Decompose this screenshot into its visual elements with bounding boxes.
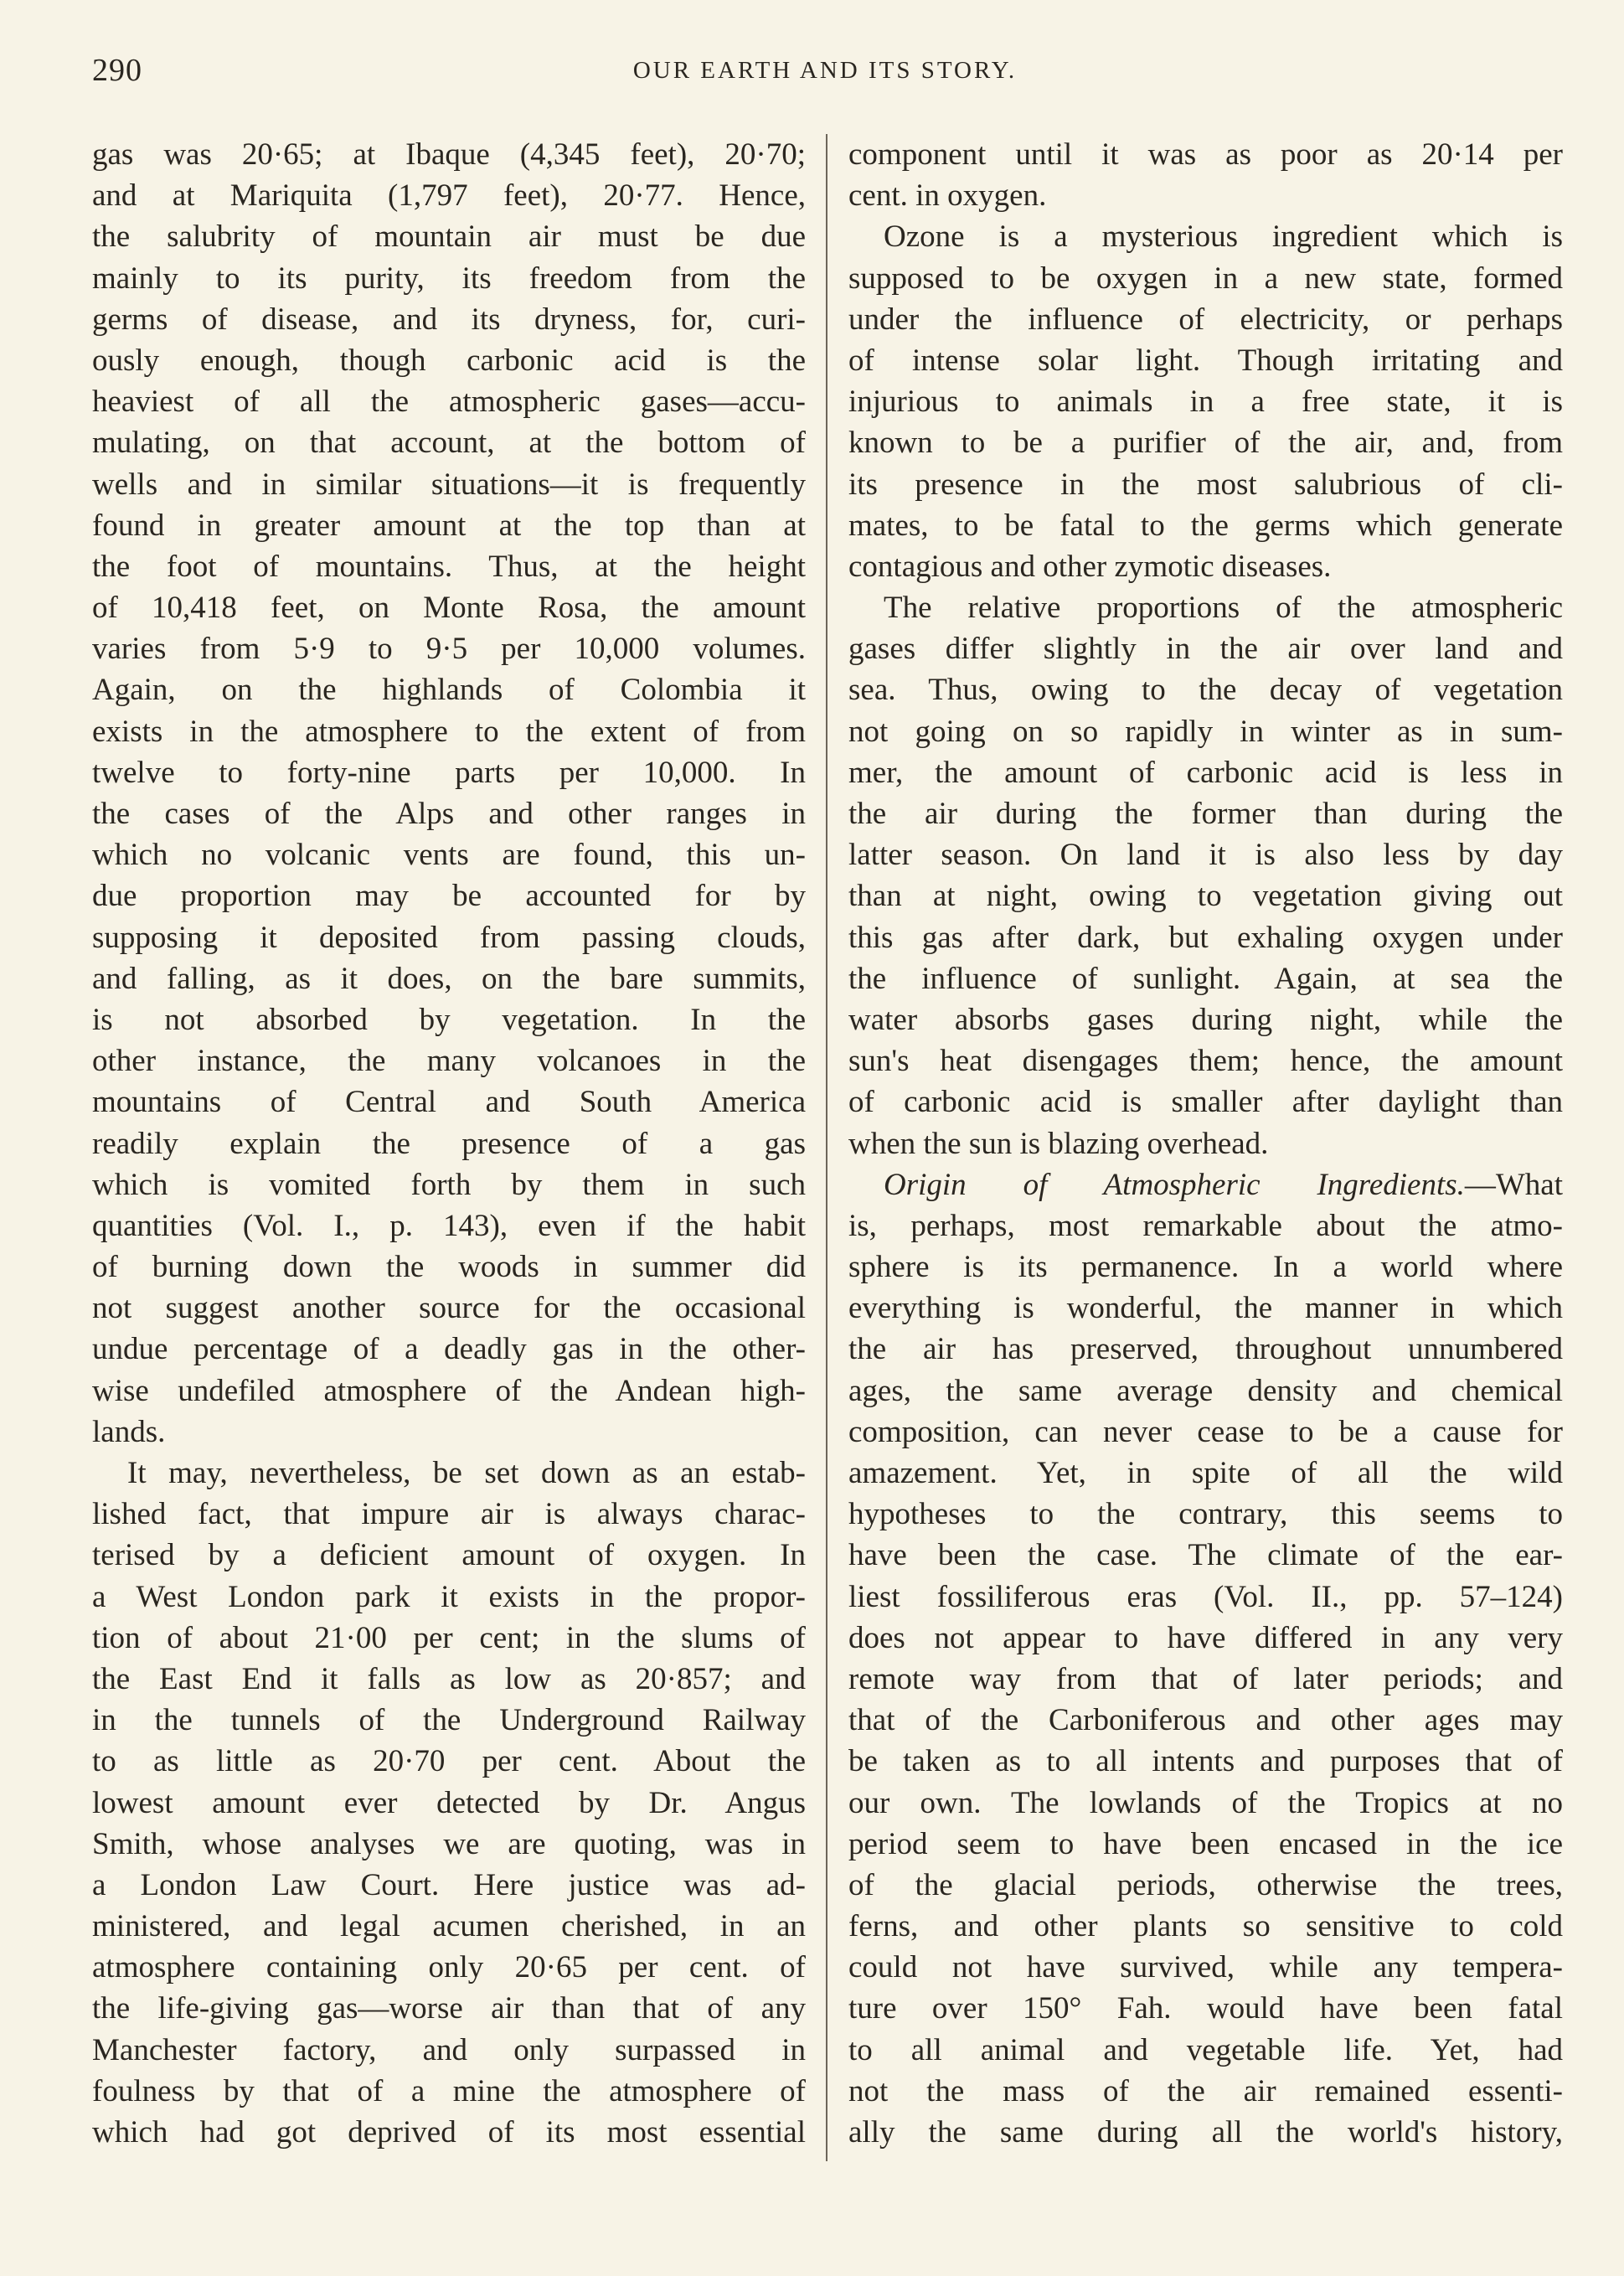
heading-continuation: —What [1464, 1167, 1563, 1202]
text-line: foulness by that of a mine the atmosphere of [92, 2073, 806, 2108]
text-line: gases differ slightly in the air over land and [848, 632, 1563, 667]
text-line: injurious to animals in a free state, it is [848, 384, 1563, 420]
text-line: not going on so rapidly in winter as in sum- [848, 714, 1563, 749]
text-line: in the tunnels of the Underground Railway [92, 1703, 806, 1738]
text-line: ferns, and other plants so sensitive to cold [848, 1909, 1563, 1944]
text-line: than at night, owing to vegetation giving out [848, 879, 1563, 914]
text-line: lished fact, that impure air is always charac- [92, 1497, 806, 1532]
page-number: 290 [92, 53, 142, 88]
text-line: the East End it falls as low as 20·857; and [92, 1661, 806, 1696]
text-line: ally the same during all the world's history, [848, 2115, 1563, 2150]
text-line: liest fossiliferous eras (Vol. II., pp. 57–124) [848, 1579, 1563, 1614]
text-line: could not have survived, while any tempera- [848, 1950, 1563, 1985]
text-line: varies from 5·9 to 9·5 per 10,000 volumes. [92, 632, 806, 667]
text-line: undue percentage of a deadly gas in the other- [92, 1332, 806, 1367]
text-line: found in greater amount at the top than at [92, 508, 806, 543]
text-line: which is vomited forth by them in such [92, 1167, 806, 1202]
text-line: water absorbs gases during night, while the [848, 1002, 1563, 1037]
text-line: this gas after dark, but exhaling oxygen under [848, 920, 1563, 955]
text-line: to as little as 20·70 per cent. About the [92, 1744, 806, 1779]
text-line: known to be a purifier of the air, and, from [848, 426, 1563, 461]
text-line: sun's heat disengages them; hence, the amount [848, 1044, 1563, 1079]
text-line: a West London park it exists in the propor- [92, 1579, 806, 1614]
text-line: the foot of mountains. Thus, at the height [92, 549, 806, 584]
text-line: supposing it deposited from passing clouds, [92, 920, 806, 955]
text-line: heaviest of all the atmospheric gases—accu- [92, 384, 806, 420]
text-line: sea. Thus, owing to the decay of vegetation [848, 673, 1563, 708]
text-line: sphere is its permanence. In a world where [848, 1250, 1563, 1285]
text-line: its presence in the most salubrious of cli- [848, 467, 1563, 502]
text-line: ages, the same average density and chemical [848, 1373, 1563, 1408]
text-line: amazement. Yet, in spite of all the wild [848, 1456, 1563, 1490]
text-line: the influence of sunlight. Again, at sea the [848, 961, 1563, 996]
text-line: supposed to be oxygen in a new state, formed [848, 261, 1563, 296]
text-line: mates, to be fatal to the germs which generate [848, 508, 1563, 543]
text-line: readily explain the presence of a gas [92, 1126, 806, 1161]
text-line: lands. [92, 1414, 166, 1449]
text-line: the cases of the Alps and other ranges in [92, 797, 806, 831]
text-line: is, perhaps, most remarkable about the atmo- [848, 1208, 1563, 1243]
text-line: of 10,418 feet, on Monte Rosa, the amount [92, 591, 806, 626]
text-line: ture over 150° Fah. would have been fatal [848, 1991, 1563, 2026]
text-line: which had got deprived of its most essential [92, 2115, 806, 2150]
text-line: the air has preserved, throughout unnumbered [848, 1332, 1563, 1367]
text-line: the salubrity of mountain air must be due [92, 219, 806, 255]
text-line: of the glacial periods, otherwise the trees, [848, 1867, 1563, 1902]
text-line: germs of disease, and its dryness, for, curi- [92, 302, 806, 337]
paragraph-start-line: Ozone is a mysterious ingredient which is [884, 219, 1563, 255]
text-line: that of the Carboniferous and other ages may [848, 1703, 1563, 1738]
text-line: component until it was as poor as 20·14 per [848, 137, 1563, 172]
text-line: period seem to have been encased in the ice [848, 1826, 1563, 1861]
text-line: ministered, and legal acumen cherished, in an [92, 1909, 806, 1944]
text-line: latter season. On land it is also less by day [848, 838, 1563, 873]
text-line: mer, the amount of carbonic acid is less in [848, 755, 1563, 790]
paragraph-start-line: It may, nevertheless, be set down as an estab- [127, 1456, 806, 1490]
left-column [92, 134, 806, 2153]
text-line: other instance, the many volcanoes in the [92, 1044, 806, 1079]
text-line: exists in the atmosphere to the extent of from [92, 714, 806, 749]
text-line: of carbonic acid is smaller after daylight than [848, 1085, 1563, 1120]
text-line: mountains of Central and South America [92, 1085, 806, 1120]
text-line: the life-giving gas—worse air than that of any [92, 1991, 806, 2026]
text-line: Smith, whose analyses we are quoting, was in [92, 1826, 806, 1861]
text-line: gas was 20·65; at Ibaque (4,345 feet), 20·70; [92, 137, 806, 172]
text-line: atmosphere containing only 20·65 per cent. of [92, 1950, 806, 1985]
text-line: a London Law Court. Here justice was ad- [92, 1867, 806, 1902]
text-line: is not absorbed by vegetation. In the [92, 1002, 806, 1037]
text-line: ously enough, though carbonic acid is the [92, 343, 806, 378]
text-line: wise undefiled atmosphere of the Andean high- [92, 1373, 806, 1408]
text-line: twelve to forty-nine parts per 10,000. In [92, 755, 806, 790]
text-line: terised by a deficient amount of oxygen. In [92, 1538, 806, 1573]
page-header [92, 52, 1558, 94]
section-heading: Origin of Atmospheric Ingredients. [884, 1167, 1465, 1202]
text-line: and falling, as it does, on the bare summits, [92, 961, 806, 996]
text-line: hypotheses to the contrary, this seems to [848, 1497, 1563, 1532]
text-line: composition, can never cease to be a cause for [848, 1414, 1563, 1449]
section-heading-line [848, 1164, 1563, 1205]
text-line: wells and in similar situations—it is frequently [92, 467, 806, 502]
text-line: not suggest another source for the occasional [92, 1291, 806, 1326]
text-line: to all animal and vegetable life. Yet, had [848, 2032, 1563, 2067]
right-column [848, 134, 1563, 2153]
text-line: contagious and other zymotic diseases. [848, 549, 1332, 584]
text-line: Manchester factory, and only surpassed in [92, 2032, 806, 2067]
text-line: everything is wonderful, the manner in which [848, 1291, 1563, 1326]
text-line: remote way from that of later periods; and [848, 1661, 1563, 1696]
text-line: does not appear to have differed in any very [848, 1620, 1563, 1655]
paragraph-start-line: The relative proportions of the atmospheric [884, 591, 1563, 626]
text-line: the air during the former than during the [848, 797, 1563, 831]
text-line: tion of about 21·00 per cent; in the slums of [92, 1620, 806, 1655]
text-line: of burning down the woods in summer did [92, 1250, 806, 1285]
text-line: of intense solar light. Though irritating and [848, 343, 1563, 378]
text-line: be taken as to all intents and purposes that of [848, 1744, 1563, 1779]
text-line: and at Mariquita (1,797 feet), 20·77. Hence, [92, 178, 806, 214]
text-line: which no volcanic vents are found, this un- [92, 838, 806, 873]
text-line: our own. The lowlands of the Tropics at no [848, 1785, 1563, 1820]
text-line: Again, on the highlands of Colombia it [92, 673, 806, 708]
text-line: mainly to its purity, its freedom from the [92, 261, 806, 296]
running-title: OUR EARTH AND ITS STORY. [632, 57, 1018, 84]
text-line: quantities (Vol. I., p. 143), even if the habit [92, 1208, 806, 1243]
text-line: not the mass of the air remained essenti- [848, 2073, 1563, 2108]
text-line: under the influence of electricity, or perhaps [848, 302, 1563, 337]
text-line: have been the case. The climate of the ear- [848, 1538, 1563, 1573]
text-line: lowest amount ever detected by Dr. Angus [92, 1785, 806, 1820]
text-line: due proportion may be accounted for by [92, 879, 806, 914]
column-divider [826, 134, 827, 2161]
text-line: mulating, on that account, at the bottom of [92, 426, 806, 461]
text-line: when the sun is blazing overhead. [848, 1126, 1269, 1161]
text-line: cent. in oxygen. [848, 178, 1047, 214]
